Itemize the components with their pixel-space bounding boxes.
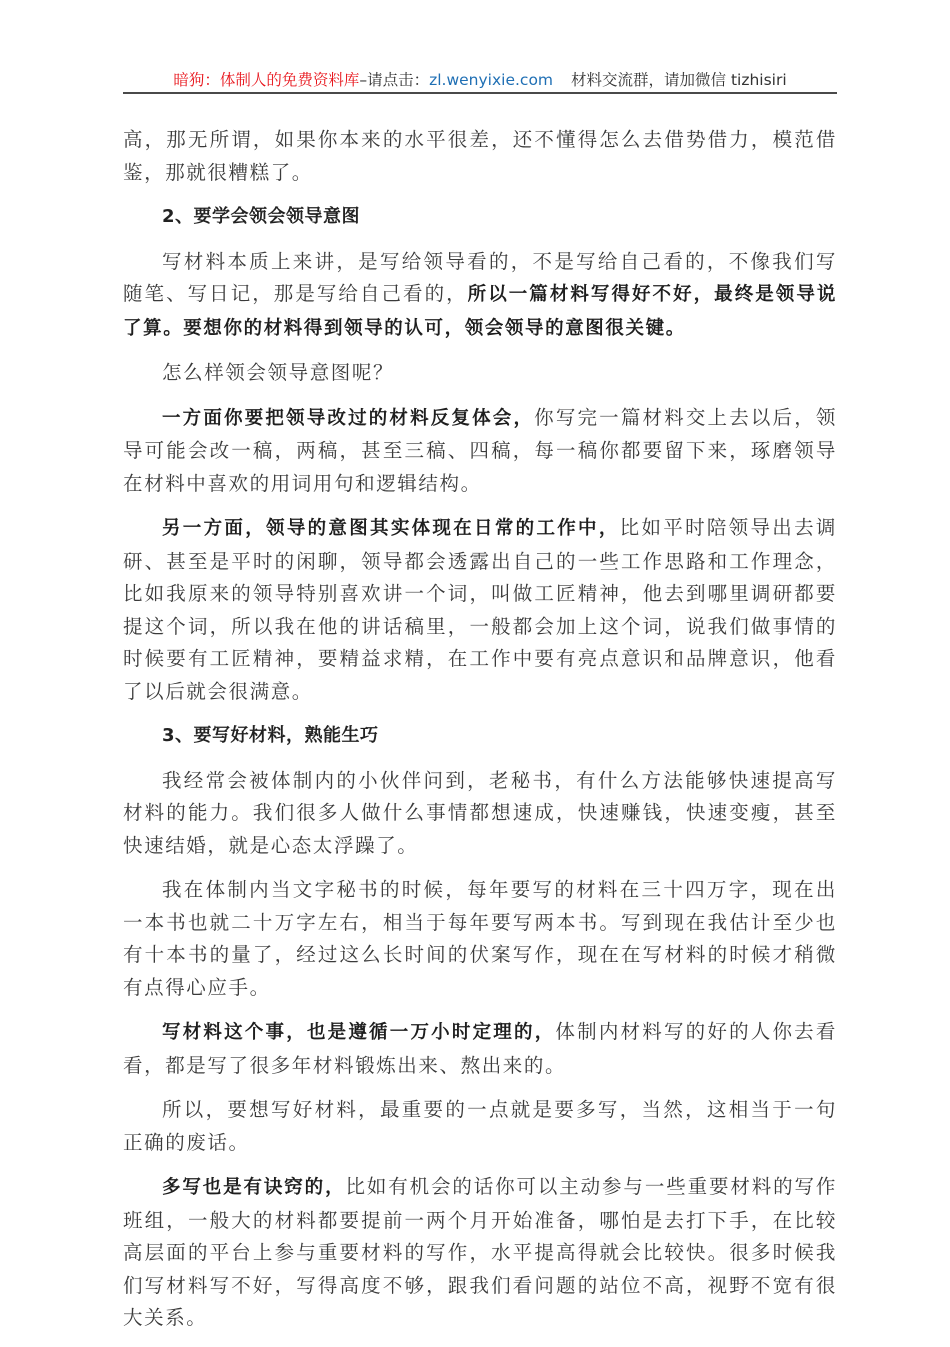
paragraph <box>123 512 837 708</box>
paragraph-text: 你写完一篇材料交上去以后，领导可能会改一稿，两稿，甚至三稿、四稿，每一稿你都要留下来，琢磨领导在材料中喜欢的用词用句和逻辑结构。 <box>123 405 837 495</box>
paragraph <box>123 1016 837 1082</box>
header-rule <box>123 92 837 94</box>
paragraph-text: 比如有机会的话你可以主动参与一些重要材料的写作班组，一般大的材料都要提前一两个月开始准备，哪怕是去打下手，在比较高层面的平台上参与重要材料的写作，水平提高得就会比较快。很多时候我们写材料写不好，写得高度不够，跟我们看问题的站位不高，视野不宽有很大关系。 <box>123 1175 837 1329</box>
paragraph-emphasis: 写材料这个事，也是遵循一万小时定理的， <box>162 1022 556 1043</box>
paragraph <box>123 246 837 346</box>
paragraph <box>123 1171 837 1335</box>
paragraph: 我经常会被体制内的小伙伴问到，老秘书，有什么方法能够快速提高写材料的能力。我们很多人做什么事情都想速成，快速赚钱，快速变瘦，甚至快速结婚，就是心态太浮躁了。 <box>123 768 837 857</box>
document-body <box>123 124 837 1347</box>
paragraph-emphasis: 多写也是有诀窍的， <box>162 1177 346 1198</box>
paragraph: 所以，要想写好材料，最重要的一点就是要多写，当然，这相当于一句正确的废话。 <box>123 1098 837 1154</box>
paragraph: 我在体制内当文字秘书的时候，每年要写的材料在三十四万字，现在出一本书也就二十万字左右，相当于每年要写两本书。写到现在我估计至少也有十本书的量了，经过这么长时间的伏案写作，现在在写材料的时候才稍微有点得心应手。 <box>123 878 837 999</box>
paragraph-emphasis: 另一方面，领导的意图其实体现在日常的工作中， <box>162 518 620 539</box>
paragraph-text: 比如平时陪领导出去调研、甚至是平时的闲聊，领导都会透露出自己的一些工作思路和工作理念，比如我原来的领导特别喜欢讲一个词，叫做工匠精神，他去到哪里调研都要提这个词，所以我在他的讲话稿里，一般都会加上这个词，说我们做事情的时候要有工匠精神，要精益求精，在工作中要有亮点意识和品牌意识，他看了以后就会很满意。 <box>123 516 837 703</box>
site-link[interactable]: zl.wenyixie.com <box>429 71 554 89</box>
group-note: 材料交流群，请加微信 tizhisiri <box>571 71 787 89</box>
section-heading-2: 2、要学会领会领导意图 <box>162 206 361 227</box>
paragraph-text: 体制内材料写的好的人你去看看，都是写了很多年材料锻炼出来、熬出来的。 <box>123 1020 837 1077</box>
paragraph-text: 写材料本质上来讲，是写给领导看的，不是写给自己看的，不像我们写随笔、写日记，那是写给自己看的， <box>123 249 837 305</box>
paragraph-emphasis: 一方面你要把领导改过的材料反复体会， <box>162 407 535 429</box>
paragraph-continued: 高，那无所谓，如果你本来的水平很差，还不懂得怎么去借势借力，模范借鉴，那就很糟糕了。 <box>123 128 837 184</box>
paragraph <box>123 402 837 501</box>
click-prompt: –请点击： <box>359 71 430 89</box>
section-heading-3: 3、要写好材料，熟能生巧 <box>162 725 379 746</box>
paragraph-emphasis: 所以一篇材料写得好不好，最终是领导说了算。要想你的材料得到领导的认可，领会领导的意图很关键。 <box>123 284 837 339</box>
brand-text: 暗狗：体制人的免费资料库 <box>173 71 360 89</box>
page-header <box>123 68 837 92</box>
paragraph: 怎么样领会领导意图呢？ <box>162 361 395 384</box>
